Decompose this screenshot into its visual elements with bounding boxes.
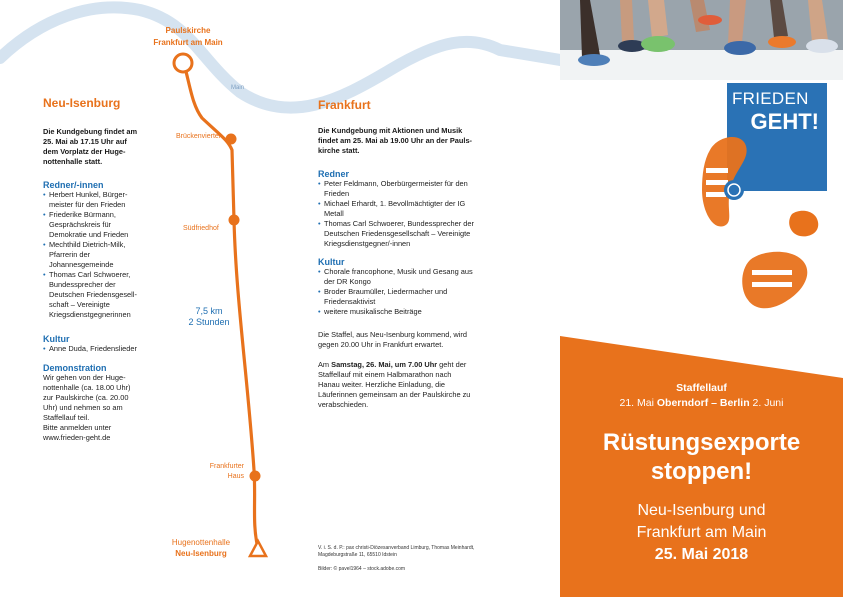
start-label-line1: Paulskirche [165,26,211,35]
cover-photo [560,0,843,80]
line: Magdeburgstraße 11, 65510 Idstein [318,552,397,558]
left-speakers-list [43,190,173,320]
middle-speakers-heading: Redner [318,169,350,179]
line: • Thomas Carl Schwoerer, Bundessprecher der [324,219,474,228]
stop-label-frankfurter-haus [196,462,244,482]
route-bold: Oberndorf – Berlin [656,397,750,409]
left-intro-line: 25. Mai ab 17.15 Uhr auf [43,137,127,146]
photo-credit: Bilder: © pavel1964 – stock.adobe.com [318,566,406,572]
line: Staffellauf teil. [43,413,90,422]
line: Metall [324,209,344,218]
line: Wir gehen von der Huge- [43,373,126,382]
relay-text [318,330,523,350]
date-start: 21. Mai [619,397,657,409]
middle-culture-heading: Kultur [318,257,345,267]
left-demo-text [43,373,173,443]
distance-km: 7,5 km [195,306,223,316]
start-label [138,25,238,49]
left-intro [43,127,173,167]
line: Deutschen Friedensgesellschaft – Vereinigte [324,229,471,238]
line: • weitere musikalische Beiträge [324,307,422,316]
line: Demokratie und Frieden [49,230,129,239]
stop-label-brueckenviertel: Brückenviertel [176,133,221,140]
river-label: Main [231,85,245,91]
list-item [318,199,523,219]
left-heading: Neu-Isenburg [43,96,121,110]
line: Bitte anmelden unter [43,423,112,432]
middle-heading: Frankfurt [318,98,371,112]
stop-label-3-line2: Haus [227,473,244,480]
imprint [318,545,528,559]
left-culture-heading: Kultur [43,334,70,344]
line: Staffellauf mit einem Halbmarathon nach [318,370,452,379]
line: Die Kundgebung mit Aktionen und Musik [318,126,463,135]
sub-line2: Frankfurt am Main [636,524,767,541]
text: geht der [437,360,467,369]
logo-line2: GEHT! [750,109,819,134]
cover-subtitle [560,500,843,566]
line: Läuferinnen gemeinsam an der Paulskirche zu [318,390,471,399]
left-culture-list [43,344,173,354]
cover-title [560,428,843,486]
stop-marker-suedfriedhof [229,215,240,226]
sub-line1: Neu-Isenburg und [637,502,766,519]
middle-column [318,98,523,410]
line: Deutschen Friedensgesell- [49,290,137,299]
start-marker [174,54,192,72]
left-speakers-heading: Redner/-innen [43,180,104,190]
line: • Broder Braumüller, Liedermacher und [324,287,448,296]
left-demo-heading: Demonstration [43,363,107,373]
list-item [318,307,523,317]
left-intro-line: Die Kundgebung findet am [43,127,138,136]
line: Kriegsdienstgegner/-innen [324,239,411,248]
stop-label-suedfriedhof: Südfriedhof [183,225,219,232]
line: Frieden [324,189,350,198]
line: • Mechthild Dietrich-Milk, [49,240,126,249]
cover-banner [560,336,843,597]
distance-time: 2 Stunden [188,317,230,327]
line: • Chorale francophone, Musik und Gesang aus [324,267,473,276]
line: schaft – Vereinigte [49,300,110,309]
line: Gesprächskreis für [49,220,112,229]
footprints-graphic [690,130,830,340]
website-link[interactable]: www.frieden-geht.de [43,433,111,442]
date-end: 2. Juni [749,397,784,409]
line: meister für den Frieden [49,200,126,209]
list-item [318,267,523,287]
start-label-line2: Frankfurt am Main [153,38,223,47]
line: Hanau weiter. Herzliche Einladung, die [318,380,445,389]
title-line2: stoppen! [650,458,753,485]
staffel-dates [560,397,843,409]
line: Pfarrerin der [49,250,91,259]
line: Friedensaktivist [324,297,376,306]
end-label-line1: Hugenottenhalle [171,538,231,547]
stop-marker-brueckenviertel [226,134,237,145]
line: V. i. S. d. P.: pax christi-Diözesanverband Limburg, Thomas Meinhardt, [318,545,475,551]
line: • Michael Erhardt, 1. Bevollmächtigter der IG [324,199,466,208]
middle-culture-list [318,267,523,317]
list-item [318,219,523,249]
line: der DR Kongo [324,277,371,286]
list-item [43,210,173,240]
distance-label [178,306,240,328]
line: • Friederike Bürmann, [49,210,116,219]
left-intro-line: dem Vorplatz der Huge- [43,147,126,156]
line: findet am 25. Mai ab 19.00 Uhr an der Pauls- [318,136,473,145]
line: nottenhalle (ca. 18.00 Uhr) [43,383,131,392]
staffel-heading: Staffellauf [676,382,727,394]
line: Die Staffel, aus Neu-Isenburg kommend, wird [318,330,467,339]
text-bold: Samstag, 26. Mai, um 7.00 Uhr [331,360,438,369]
middle-speakers-list [318,179,523,249]
line: • Thomas Carl Schwoerer, [49,270,131,279]
text: Am [318,360,332,369]
logo-line1: FRIEDEN [732,89,809,108]
list-item [43,240,173,270]
middle-intro [318,126,523,156]
event-date: 25. Mai 2018 [654,546,749,563]
list-item [318,287,523,307]
left-column [43,96,173,443]
line: verabschieden. [318,400,369,409]
end-label-line2: Neu-Isenburg [175,549,227,558]
list-item [318,179,523,199]
stop-label-3-line1: Frankfurter [209,463,244,470]
line [318,360,523,370]
list-item [43,270,173,320]
line: Bundessprecher der [49,280,116,289]
line: zur Paulskirche (ca. 20.00 [43,393,129,402]
line: Johannesgemeinde [49,260,114,269]
end-marker [250,541,266,556]
list-item: • Anne Duda, Friedenslieder [43,344,173,354]
line: • Peter Feldmann, Oberbürgermeister für den [324,179,468,188]
left-intro-line: nottenhalle statt. [43,157,103,166]
runners-legs-image [560,0,843,80]
line: kirche statt. [318,146,360,155]
saturday-text [318,360,523,410]
line: Uhr) und nehmen so am [43,403,123,412]
title-line1: Rüstungsexporte [602,429,801,456]
list-item [43,190,173,210]
end-label [156,537,246,559]
line: gegen 20.00 Uhr in Frankfurt erwartet. [318,340,444,349]
stop-marker-frankfurter-haus [250,471,261,482]
line: Kriegsdienstgegnerinnen [49,310,131,319]
line: • Herbert Hunkel, Bürger- [49,190,128,199]
